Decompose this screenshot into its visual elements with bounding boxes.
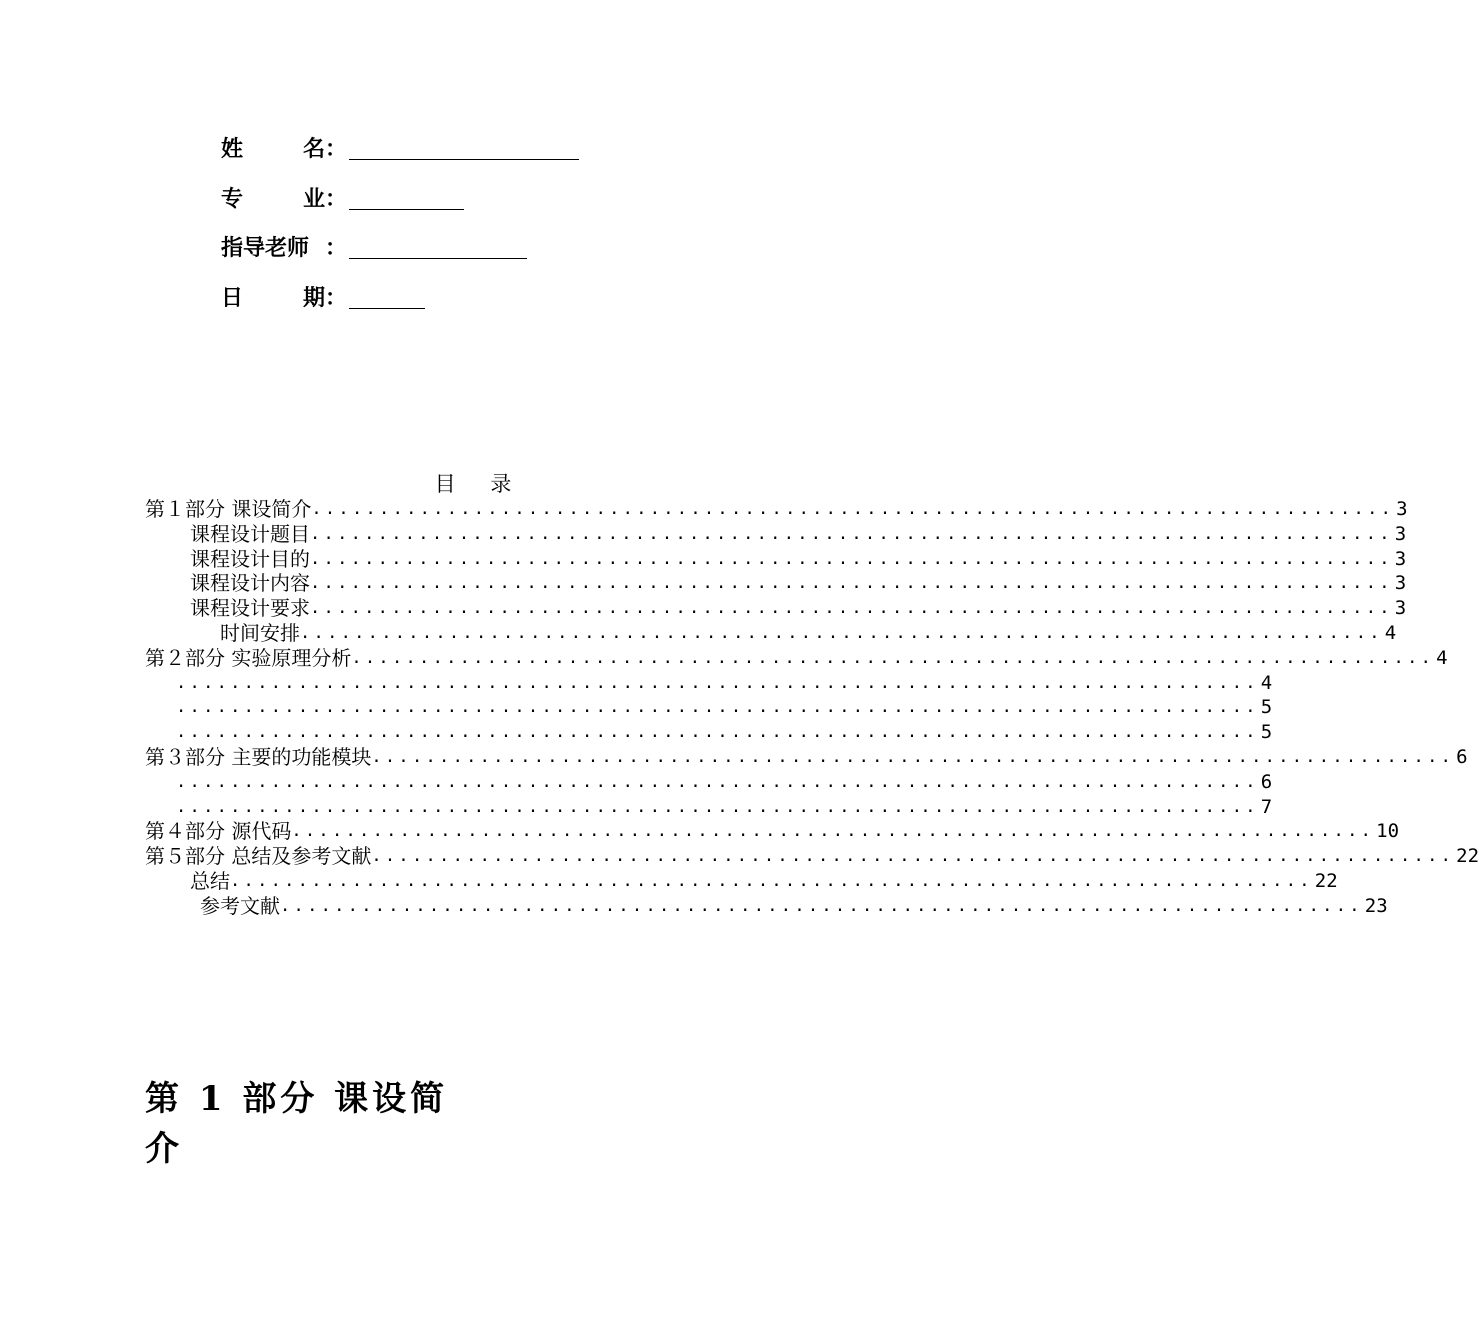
toc-entry-text: 第３部分 主要的功能模块 bbox=[145, 745, 372, 769]
section-heading bbox=[145, 1070, 807, 1174]
toc-entry-text: 课程设计题目 bbox=[190, 521, 310, 546]
toc-entry[interactable] bbox=[145, 745, 1468, 770]
toc-entry[interactable] bbox=[145, 844, 1479, 869]
toc-entry-leader-dots: ................................................................................ bbox=[230, 871, 1313, 891]
toc-entry-page-number: 4 bbox=[1260, 671, 1273, 694]
name-blank-line[interactable] bbox=[349, 133, 579, 160]
toc-entry-leader-dots: ................................................................................ bbox=[310, 548, 1393, 569]
toc-entry-leader-dots: ................................................................................ bbox=[300, 623, 1383, 643]
toc-entry[interactable] bbox=[145, 819, 1400, 844]
toc-entry-page-number: 3 bbox=[1394, 572, 1407, 595]
toc-entry[interactable] bbox=[145, 645, 1448, 671]
toc-entry-leader-dots: ................................................................................ bbox=[176, 771, 1259, 792]
toc-entry-leader-dots: ................................................................................ bbox=[176, 796, 1259, 817]
toc-entry-leader-dots: ................................................................................ bbox=[280, 895, 1363, 916]
date-field bbox=[221, 279, 425, 313]
advisor-colon: ： bbox=[325, 235, 348, 261]
major-blank-line[interactable] bbox=[349, 183, 464, 210]
toc-entry-page-number: 4 bbox=[1436, 646, 1448, 669]
major-label: 专 业 bbox=[221, 186, 325, 212]
toc-entry-text: 第４部分 源代码 bbox=[145, 819, 292, 844]
toc-entry-page-number: 4 bbox=[1384, 622, 1397, 644]
toc-entry-leader-dots: ................................................................................ bbox=[310, 523, 1393, 544]
toc-entry-text: 参考文献 bbox=[200, 893, 280, 918]
section-heading-line2: 介 bbox=[145, 1129, 183, 1169]
toc-entry-text: 第５部分 总结及参考文献 bbox=[145, 844, 372, 869]
name-label: 姓 名 bbox=[221, 136, 325, 162]
toc-entry-leader-dots: ................................................................................ bbox=[176, 672, 1259, 693]
name-field bbox=[221, 130, 579, 164]
section-heading-line1: 第 1 部分 课设简 bbox=[145, 1079, 449, 1119]
toc-entry-page-number: 7 bbox=[1260, 795, 1273, 818]
toc-entry-leader-dots: ................................................................................ bbox=[351, 647, 1435, 668]
toc-entry-page-number: 3 bbox=[1394, 547, 1407, 570]
toc-entry-leader-dots: ................................................................................ bbox=[291, 821, 1375, 842]
toc-entry-page-number: 3 bbox=[1396, 498, 1408, 520]
toc-entry-leader-dots: ................................................................................ bbox=[311, 499, 1395, 519]
toc-entry-page-number: 6 bbox=[1456, 746, 1468, 768]
advisor-blank-line[interactable] bbox=[349, 232, 527, 259]
major-colon: ： bbox=[325, 186, 348, 212]
toc-entry[interactable] bbox=[200, 893, 1388, 919]
toc-entry[interactable] bbox=[190, 596, 1407, 621]
toc-entry-leader-dots: ................................................................................ bbox=[310, 598, 1393, 619]
toc-entry-page-number: 10 bbox=[1376, 820, 1400, 843]
toc-entry-text: 第１部分 课设简介 bbox=[145, 497, 312, 521]
toc-entry[interactable] bbox=[176, 695, 1273, 720]
toc-entry-text: 课程设计目的 bbox=[190, 546, 310, 571]
toc-entry-text: 课程设计要求 bbox=[190, 596, 310, 621]
toc-entry-leader-dots: ................................................................................ bbox=[371, 747, 1455, 767]
toc-entry-page-number: 3 bbox=[1394, 597, 1407, 620]
major-field bbox=[221, 180, 464, 214]
toc-entry-leader-dots: ................................................................................ bbox=[310, 573, 1393, 594]
toc-entry-page-number: 6 bbox=[1260, 770, 1273, 793]
date-colon: ： bbox=[325, 285, 348, 311]
toc-entry-text: 课程设计内容 bbox=[190, 571, 310, 596]
toc-entry[interactable] bbox=[190, 869, 1338, 894]
toc-entry[interactable] bbox=[190, 521, 1407, 547]
toc-entry[interactable] bbox=[176, 795, 1273, 820]
date-label: 日 期 bbox=[221, 285, 325, 311]
toc-entry-leader-dots: ................................................................................ bbox=[176, 722, 1259, 743]
toc-entry-page-number: 23 bbox=[1364, 894, 1388, 917]
toc-entry[interactable] bbox=[176, 671, 1273, 696]
toc-entry[interactable] bbox=[190, 571, 1407, 596]
toc-entry[interactable] bbox=[220, 621, 1397, 646]
toc-entry[interactable] bbox=[145, 497, 1408, 522]
advisor-field bbox=[221, 229, 527, 263]
toc-entry-page-number: 22 bbox=[1314, 870, 1338, 892]
toc-entry-text: 时间安排 bbox=[220, 621, 300, 645]
toc-entry-page-number: 22 bbox=[1456, 845, 1479, 868]
toc-entry[interactable] bbox=[190, 546, 1407, 572]
toc-entry[interactable] bbox=[176, 770, 1273, 795]
advisor-label: 指导老师 bbox=[221, 235, 310, 261]
toc-entry-text: 第２部分 实验原理分析 bbox=[145, 645, 352, 670]
name-colon: ： bbox=[325, 136, 348, 162]
toc-entry-page-number: 3 bbox=[1394, 522, 1407, 545]
toc-entry-leader-dots: ................................................................................ bbox=[176, 697, 1259, 718]
date-blank-line[interactable] bbox=[349, 282, 425, 309]
toc-entry-page-number: 5 bbox=[1260, 721, 1273, 744]
toc-entry-text: 总结 bbox=[190, 869, 230, 893]
toc-entry[interactable] bbox=[176, 720, 1273, 745]
toc-entry-page-number: 5 bbox=[1260, 696, 1273, 719]
toc-title: 目 录 bbox=[434, 472, 526, 496]
toc-entry-leader-dots: ................................................................................ bbox=[371, 846, 1455, 867]
